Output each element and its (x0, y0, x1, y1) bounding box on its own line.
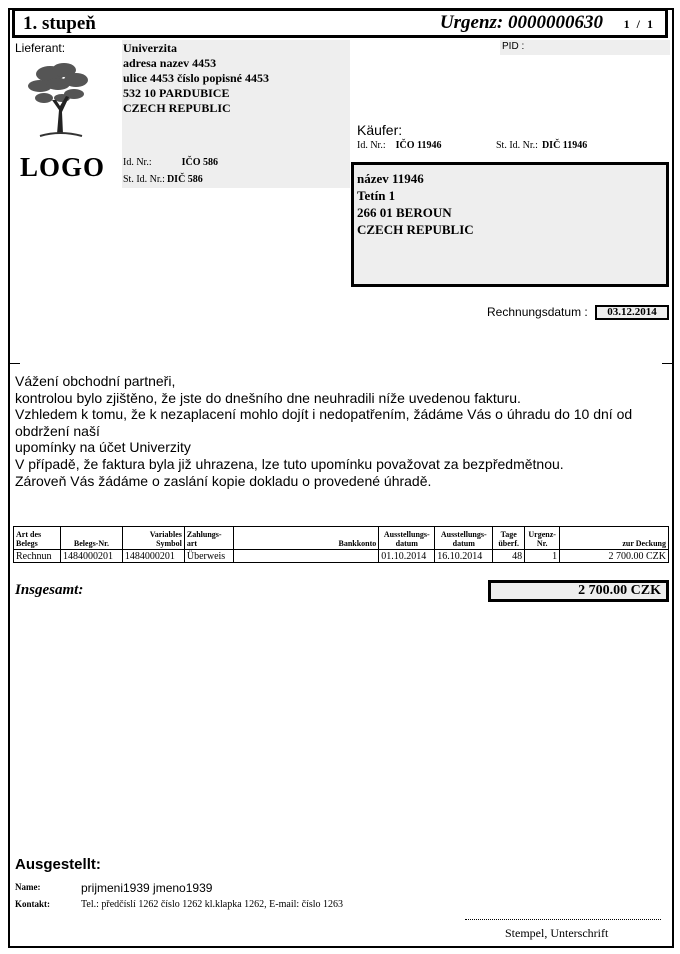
fold-mark-left (8, 363, 20, 364)
vendor-address (123, 41, 269, 116)
issued-by-heading: Ausgestellt: (15, 856, 101, 873)
fold-mark-right (662, 363, 674, 364)
letter-line: kontrolou bylo zjištěno, že jste do dnešního dne neuhradili níže uvedenou fakturu. (15, 389, 521, 406)
urgency-number: Urgenz: 0000000630 (439, 12, 603, 33)
vendor-id-value: IČO 586 (181, 157, 219, 168)
cell-bank-account (233, 550, 378, 563)
col-header-payment-type: Zahlungs- art (184, 527, 233, 550)
logo-text: LOGO (20, 152, 106, 182)
table-header-row (14, 527, 669, 550)
buyer-id-value: IČO 11946 (395, 140, 442, 151)
invoice-table (13, 526, 669, 563)
vendor-ids (123, 154, 218, 188)
col-header-days-overdue: Tage überf. (493, 527, 525, 550)
buyer-tax-label: St. Id. Nr.: (496, 140, 538, 151)
name-label: Name: (15, 882, 41, 892)
vendor-line: ulice 4453 číslo popisné 4453 (123, 71, 270, 85)
signature-line (465, 919, 661, 920)
buyer-line: 266 01 BEROUN (357, 205, 452, 220)
pid-label: PID : (502, 41, 525, 52)
tree-icon (26, 60, 92, 138)
buyer-line: název 11946 (357, 171, 424, 186)
cell-days-overdue: 48 (493, 550, 525, 563)
cell-variable-symbol: 1484000201 (122, 550, 184, 563)
table-row (14, 550, 669, 563)
col-header-bank-account: Bankkonto (233, 527, 378, 550)
cell-urgency-nr: 1 (525, 550, 560, 563)
buyer-label: Käufer: (357, 122, 403, 138)
letter-line: upomínky na účet Univerzity (15, 439, 191, 456)
reminder-level-title: 1. stupeň (23, 13, 96, 34)
buyer-tax-value: DIČ 11946 (541, 140, 588, 151)
contact-label: Kontakt: (15, 899, 51, 909)
invoice-date-value: 03.12.2014 (595, 305, 669, 320)
cell-doc-number: 1484000201 (60, 550, 122, 563)
col-header-doc-type: Art des Belegs (14, 527, 61, 550)
letter-line: V případě, že faktura byla již uhrazena, lze tuto upomínku považovat za bezpředmětnou. (15, 455, 564, 472)
col-header-urgency-nr: Urgenz- Nr. (525, 527, 560, 550)
vendor-id-label: Id. Nr.: (123, 157, 152, 168)
buyer-line: CZECH REPUBLIC (357, 222, 474, 237)
pid-field (500, 40, 670, 55)
cell-due-date: 16.10.2014 (435, 550, 493, 563)
col-header-doc-number: Belegs-Nr. (60, 527, 122, 550)
page-counter (621, 17, 657, 32)
page-total: 1 (647, 17, 654, 31)
vendor-label: Lieferant: (15, 41, 66, 55)
vendor-tax-value: DIČ 586 (166, 174, 203, 185)
letter-line: Vážení obchodní partneři, (15, 373, 176, 389)
col-header-due-date: Ausstellungs- datum (435, 527, 493, 550)
vendor-line: Univerzita (123, 41, 177, 55)
vendor-line: 532 10 PARDUBICE (123, 86, 230, 100)
cell-issue-date: 01.10.2014 (379, 550, 435, 563)
total-label: Insgesamt: (15, 582, 84, 598)
page-separator: / (636, 17, 641, 31)
cell-payment-type: Überweis (184, 550, 233, 563)
buyer-address-box (351, 162, 669, 287)
signature-label: Stempel, Unterschrift (505, 926, 609, 940)
buyer-line: Tetín 1 (357, 188, 396, 203)
col-header-amount: zur Deckung (560, 527, 669, 550)
buyer-id-label: Id. Nr.: (357, 140, 386, 151)
vendor-line: CZECH REPUBLIC (123, 101, 231, 115)
cell-doc-type: Rechnun (14, 550, 61, 563)
invoice-date-label: Rechnungsdatum : (487, 305, 588, 319)
letter-line: Vzhledem k tomu, že k nezaplacení mohlo dojít i nedopatřením, žádáme Vás o úhradu do 10 dní od obdržení naší (15, 406, 633, 439)
letter-line: Zároveň Vás žádáme o zaslání kopie dokladu o provedené úhradě. (15, 472, 432, 489)
buyer-ids (357, 140, 677, 151)
issuer-contact: Tel.: předčíslí 1262 číslo 1262 kl.klapka 1262, E-mail: číslo 1263 (81, 899, 344, 910)
page-current: 1 (623, 17, 631, 31)
issuer-name: prijmeni1939 jmeno1939 (81, 881, 213, 895)
cell-amount: 2 700.00 CZK (560, 550, 669, 563)
vendor-line: adresa nazev 4453 (123, 56, 217, 70)
header-bar (12, 8, 668, 38)
total-value: 2 700.00 CZK (488, 580, 669, 602)
vendor-tax-label: St. Id. Nr.: (123, 174, 165, 185)
col-header-variable-symbol: Variables Symbol (122, 527, 184, 550)
reminder-letter (15, 373, 665, 489)
col-header-issue-date: Ausstellungs- datum (379, 527, 435, 550)
